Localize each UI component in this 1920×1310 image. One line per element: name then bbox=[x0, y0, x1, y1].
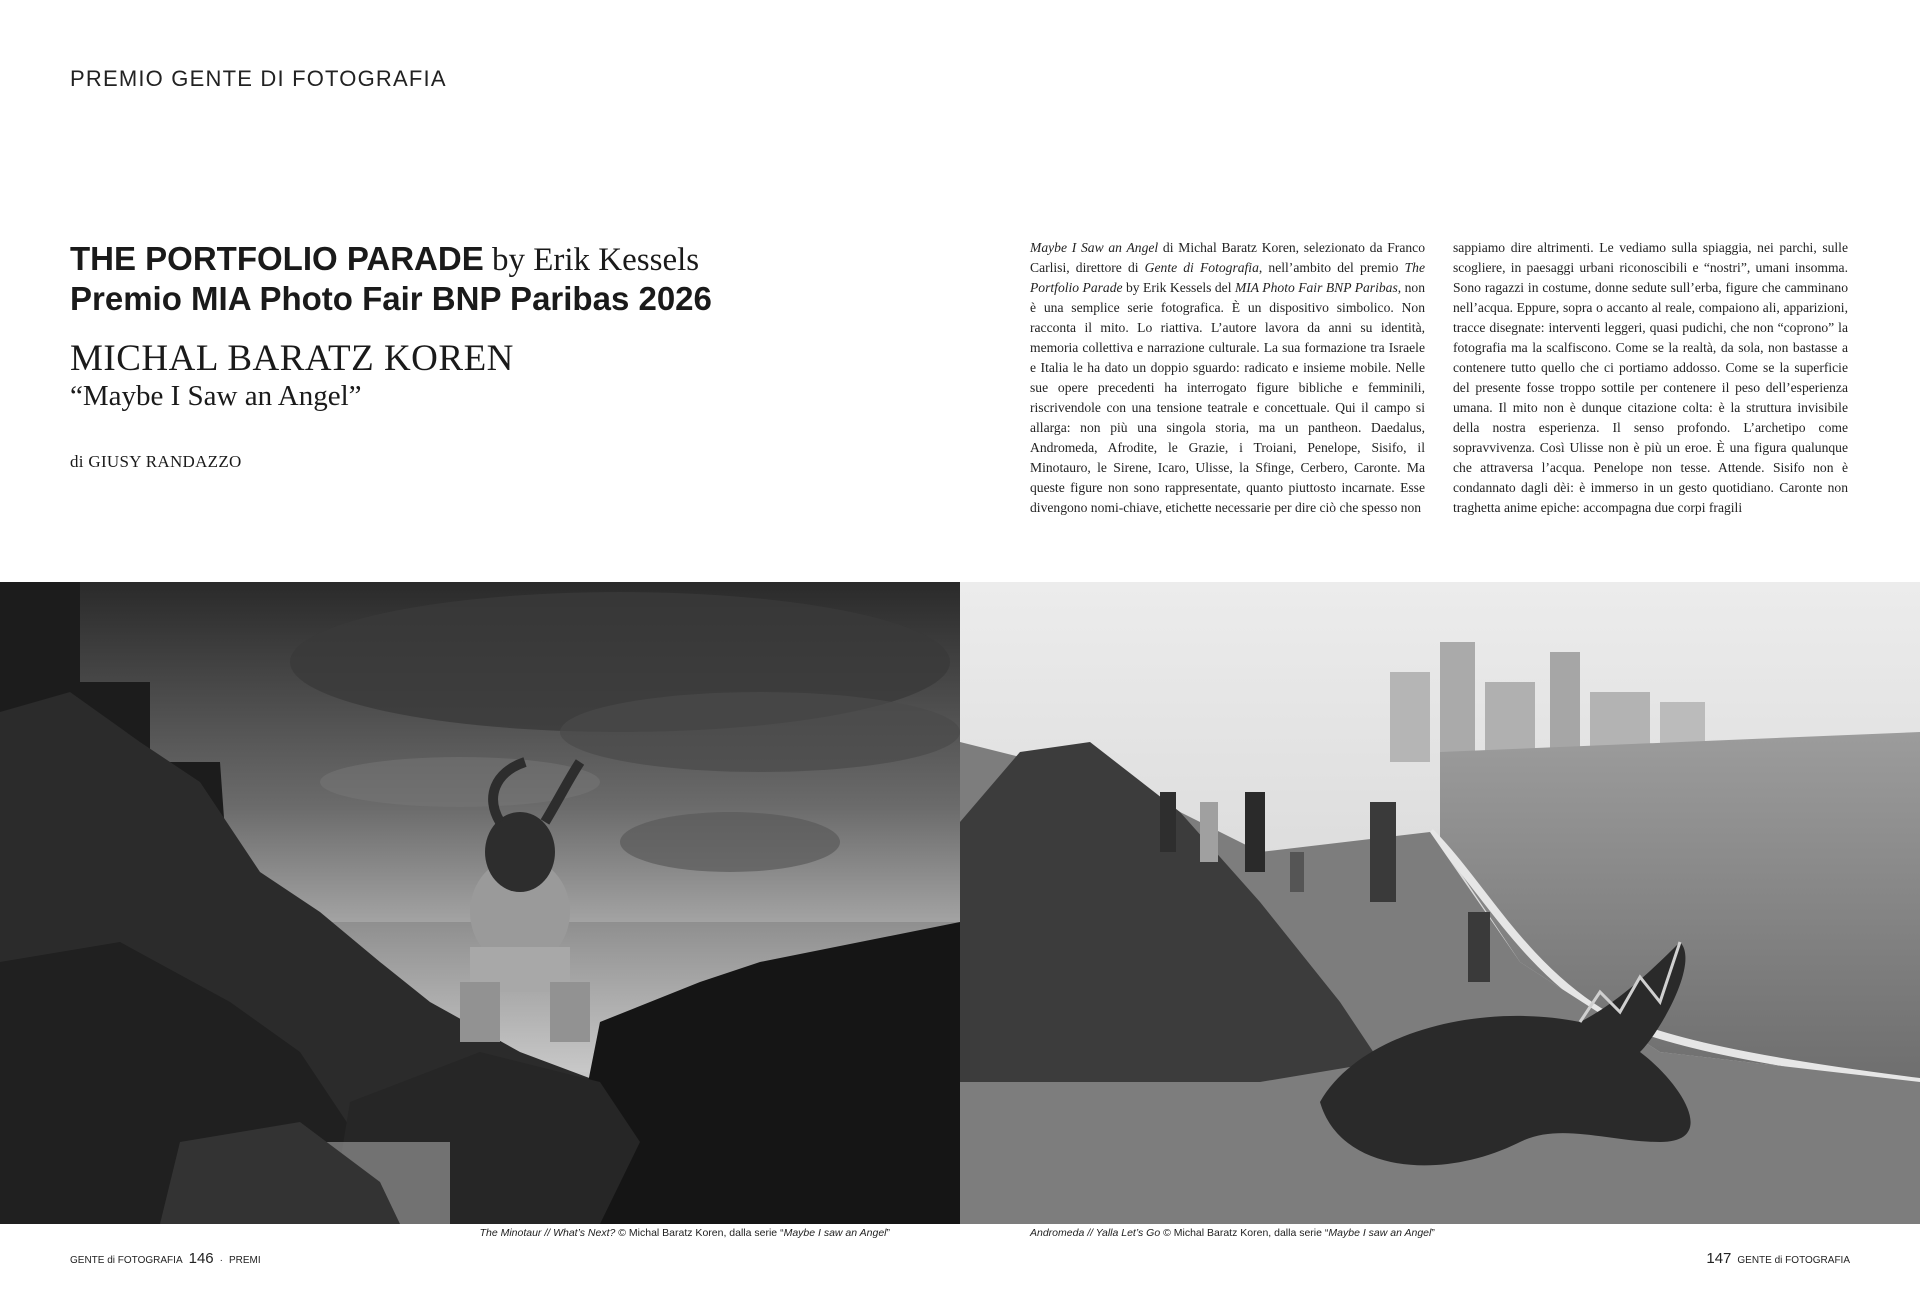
folio-magazine: GENTE di FOTOGRAFIA bbox=[70, 1255, 183, 1266]
title-bold: THE PORTFOLIO PARADE bbox=[70, 240, 484, 277]
body-text: , nell’ambito del premio bbox=[1258, 260, 1405, 275]
caption-credit: © Michal Baratz Koren, dalla serie “ bbox=[615, 1227, 784, 1239]
headline-block bbox=[70, 240, 970, 413]
award-title: Premio MIA Photo Fair BNP Paribas 2026 bbox=[70, 280, 712, 317]
body-text: by Erik Kessels del bbox=[1122, 280, 1235, 295]
artist-name: MICHAL BARATZ KOREN bbox=[70, 338, 514, 379]
folio-magazine: GENTE di FOTOGRAFIA bbox=[1737, 1255, 1850, 1266]
author-name: GIUSY RANDAZZO bbox=[88, 452, 242, 471]
body-italic: The Portfolio Parade bbox=[1030, 260, 1425, 295]
body-column-1 bbox=[1030, 238, 1425, 518]
page-number-left: 146 bbox=[188, 1250, 214, 1267]
caption-series: Maybe I saw an Angel bbox=[783, 1227, 887, 1239]
author-byline bbox=[70, 452, 242, 472]
andromeda-photo bbox=[960, 582, 1920, 1224]
title-by: by Erik Kessels bbox=[483, 242, 700, 278]
body-text: di Michal Baratz Koren, selezionato da Franco Carlisi, direttore di bbox=[1030, 240, 1425, 275]
minotaur-photo bbox=[0, 582, 960, 1224]
page-number-right: 147 bbox=[1706, 1250, 1732, 1267]
caption-title: Andromeda // Yalla Let’s Go bbox=[1030, 1227, 1161, 1239]
author-prefix: di bbox=[70, 452, 89, 471]
series-title: “Maybe I Saw an Angel” bbox=[70, 380, 362, 412]
section-label: PREMIO GENTE DI FOTOGRAFIA bbox=[70, 66, 447, 91]
photo-caption-right bbox=[1030, 1227, 1435, 1239]
body-text: , non è una semplice serie fotografica. È un dispositivo simbolico. Non racconta il mito. Lo riattiva. L’autore lavora da anni su identità, memoria collettiva e narrazione culturale. La sua formazione tra Israele e Italia le ha dato un doppio sguardo: radicato e insieme mobile. Nelle sue opere precedenti ha interrogato figure bibliche e femminili, riscrivendole con una tensione teatrale e concettuale. Qui il campo si allarga: non più una singola storia, ma un pantheon. Daedalus, Andromeda, Afrodite, le Grazie, i Troiani, Penelope, Sisifo, il Minotauro, le Sirene, Icaro, Ulisse, la Sfinge, Cerbero, Caronte. Ma queste figure non sono rappresentate, quanto piuttosto incarnate. Esse divengono nomi-chiave, etichette necessarie per dire ciò che spesso non bbox=[1030, 280, 1426, 515]
body-italic: Maybe I Saw an Angel bbox=[1030, 240, 1159, 255]
body-italic: Gente di Fotografia bbox=[1144, 260, 1259, 275]
caption-close: ” bbox=[886, 1227, 890, 1239]
caption-credit: © Michal Baratz Koren, dalla serie “ bbox=[1160, 1227, 1329, 1239]
caption-series: Maybe I saw an Angel bbox=[1328, 1227, 1432, 1239]
caption-title: The Minotaur // What’s Next? bbox=[479, 1227, 616, 1239]
folio-separator: · bbox=[219, 1255, 223, 1266]
article-title bbox=[70, 240, 970, 279]
photo-caption-left bbox=[480, 1227, 890, 1239]
body-italic: MIA Photo Fair BNP Paribas bbox=[1234, 280, 1398, 295]
caption-close: ” bbox=[1431, 1227, 1435, 1239]
folio-left bbox=[70, 1250, 261, 1267]
folio-section: PREMI bbox=[228, 1255, 261, 1266]
body-column-2: sappiamo dire altrimenti. Le vediamo sulla spiaggia, nei parchi, sulle scogliere, in paesaggi urbani riconoscibili e “nostri”, umani insomma. Sono ragazzi in costume, donne sedute sull’erba, figure che camminano nell’acqua. Eppure, sopra o accanto al reale, compaiono ali, apparizioni, tracce disegnate: interventi leggeri, quasi pudichi, che non “coprono” la fotografia ma la scalfiscono. Come se la realtà, da sola, non bastasse a contenere tutto quello che ci portiamo addosso. Come se la superficie del presente fosse troppo sottile per contenere il peso dell’esperienza umana. Il mito non è dunque citazione colta: è la struttura invisibile della nostra esperienza. Il senso profondo. L’archetipo come sopravvivenza. Così Ulisse non è più un eroe. È una figura qualunque che attraversa l’acqua. Penelope non tesse. Attende. Sisifo non è condannato dagli dèi: è immerso in un gesto quotidiano. Caronte non traghetta anime epiche: accompagna due corpi fragili bbox=[1453, 240, 1848, 515]
folio-right bbox=[1706, 1250, 1850, 1267]
